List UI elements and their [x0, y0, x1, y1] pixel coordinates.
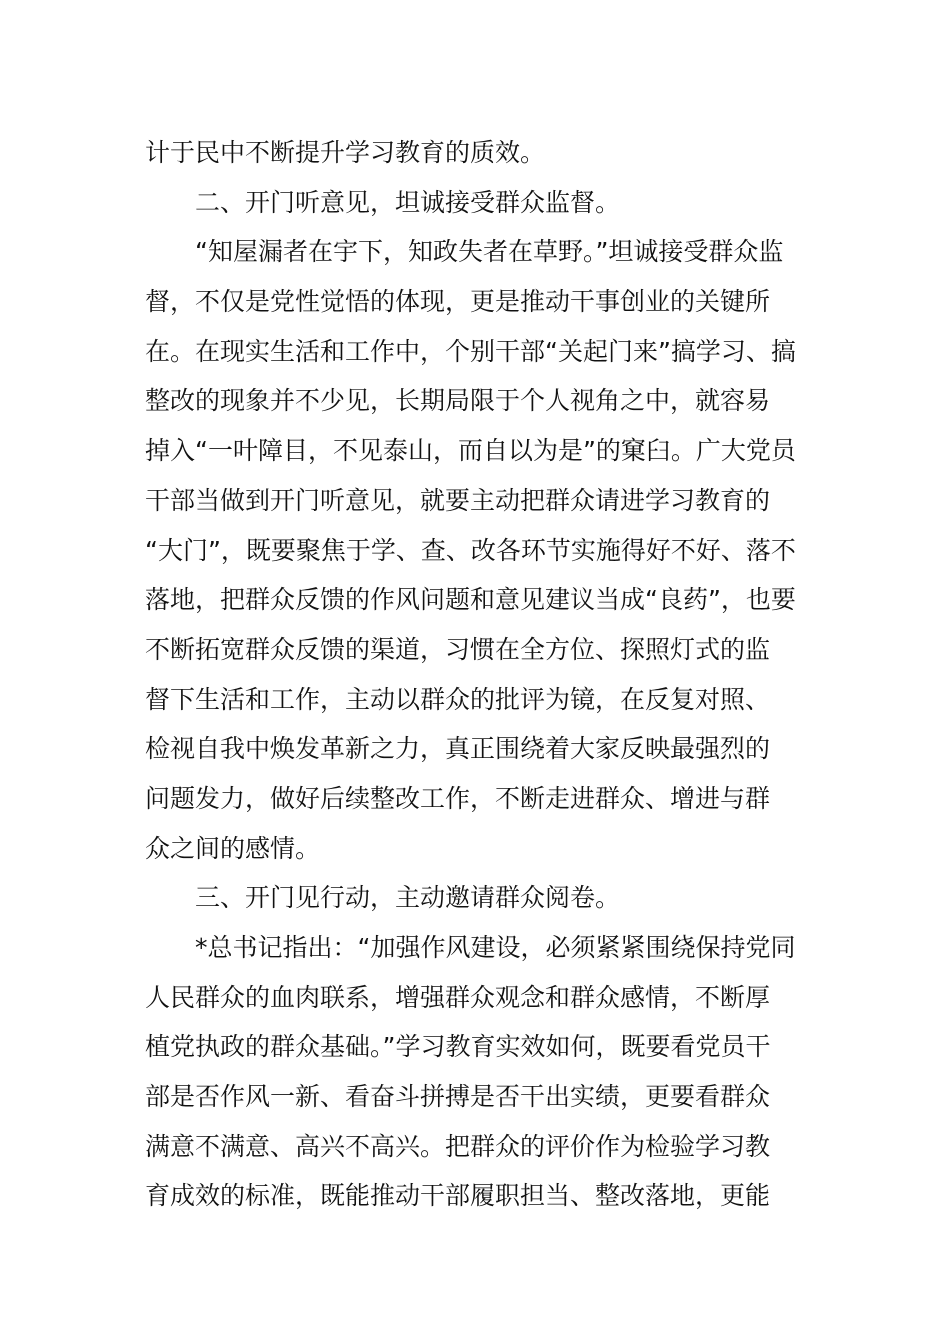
text-line: 育成效的标准，既能推动干部履职担当、整改落地，更能 [145, 1181, 771, 1211]
text-line: 督下生活和工作，主动以群众的批评为镜，在反复对照、 [145, 684, 771, 714]
text-line: 计于民中不断提升学习教育的质效。 [145, 138, 546, 167]
text-line: 满意不满意、高兴不高兴。把群众的评价作为检验学习教 [145, 1131, 771, 1161]
text-line: 落地，把群众反馈的作风问题和意见建议当成“良药”，也要 [145, 585, 796, 615]
text-line: 不断拓宽群众反馈的渠道，习惯在全方位、探照灯式的监 [145, 634, 771, 664]
text-line: “大门”，既要聚焦于学、查、改各环节实施得好不好、落不 [145, 535, 796, 565]
text-line: 众之间的感情。 [145, 833, 321, 863]
text-line: 在。在现实生活和工作中，个别干部“关起门来”搞学习、搞 [145, 336, 796, 366]
text-line: 植党执政的群众基础。”学习教育实效如何，既要看党员干 [145, 1032, 771, 1062]
text-line: 人民群众的血肉联系，增强群众观念和群众感情，不断厚 [145, 982, 771, 1012]
text-line: “知屋漏者在宇下，知政失者在草野。”坦诚接受群众监 [195, 237, 784, 267]
body-text [145, 128, 807, 1221]
text-line: *总书记指出：“加强作风建设，必须紧紧围绕保持党同 [195, 933, 796, 962]
text-line: 整改的现象并不少见，长期局限于个人视角之中，就容易 [145, 386, 771, 416]
text-line: 检视自我中焕发革新之力，真正围绕着大家反映最强烈的 [145, 734, 771, 764]
text-line: 问题发力，做好后续整改工作，不断走进群众、增进与群 [145, 783, 771, 813]
text-line: 部是否作风一新、看奋斗拼搏是否干出实绩，更要看群众 [145, 1082, 771, 1112]
section-heading-2: 二、开门听意见，坦诚接受群众监督。 [195, 187, 621, 217]
text-line: 督，不仅是党性觉悟的体现，更是推动干事创业的关键所 [145, 287, 771, 317]
text-line: 干部当做到开门听意见，就要主动把群众请进学习教育的 [145, 485, 771, 515]
section-heading-3: 三、开门见行动，主动邀请群众阅卷。 [195, 883, 621, 913]
text-line: 掉入“一叶障目，不见泰山，而自以为是”的窠臼。广大党员 [145, 436, 796, 466]
